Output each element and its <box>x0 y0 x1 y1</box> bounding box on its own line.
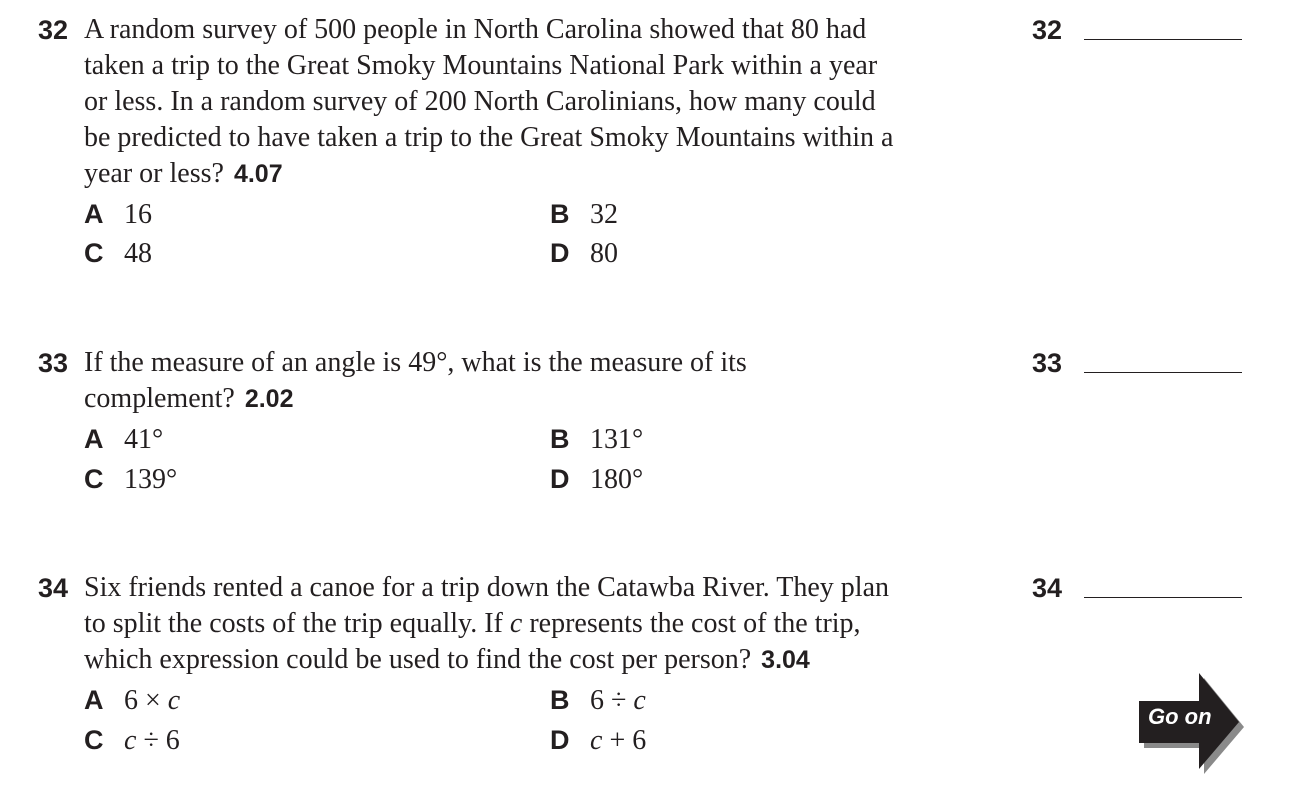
choice-text: c ÷ 6 <box>124 725 180 756</box>
question-34 <box>38 570 1248 770</box>
choice-letter: B <box>550 685 570 715</box>
choice-d[interactable] <box>550 722 646 759</box>
question-number: 33 <box>38 348 69 378</box>
question-line: If the measure of an angle is 49°, what is the measure of its <box>84 347 747 378</box>
question-line-last <box>84 156 1004 192</box>
choice-b[interactable] <box>550 682 646 719</box>
choice-text: 180° <box>590 464 644 495</box>
choice-letter: C <box>84 464 104 494</box>
answer-number: 34 <box>1032 573 1063 603</box>
choice-text: c + 6 <box>590 725 647 756</box>
question-text <box>84 570 1004 678</box>
choice-letter: A <box>84 199 104 229</box>
question-number: 32 <box>38 15 69 45</box>
choice-text: 48 <box>124 238 152 269</box>
choice-a[interactable] <box>84 682 180 719</box>
question-line-text: year or less? <box>84 158 224 189</box>
question-line-last <box>84 642 1004 678</box>
choice-letter: D <box>550 725 570 755</box>
question-32 <box>38 12 1248 272</box>
choice-text: 80 <box>590 238 618 269</box>
choice-letter: B <box>550 424 570 454</box>
question-line-text: complement? <box>84 383 235 414</box>
choice-c[interactable] <box>84 722 180 759</box>
choice-a[interactable] <box>84 421 163 458</box>
choice-a[interactable] <box>84 196 152 233</box>
choice-letter: D <box>550 464 570 494</box>
answer-number: 33 <box>1032 348 1063 378</box>
choice-b[interactable] <box>550 196 618 233</box>
choice-c[interactable] <box>84 235 152 272</box>
objective-code: 3.04 <box>761 646 810 674</box>
choice-d[interactable] <box>550 235 618 272</box>
answer-number: 32 <box>1032 15 1063 45</box>
choice-letter: B <box>550 199 570 229</box>
choice-text: 32 <box>590 199 618 230</box>
question-text <box>84 12 1004 192</box>
go-on-button[interactable] <box>1136 670 1246 776</box>
choice-text: 6 × c <box>124 685 181 716</box>
choice-d[interactable] <box>550 461 643 498</box>
answer-blank[interactable] <box>1084 372 1242 373</box>
go-on-label: Go on <box>1148 704 1212 729</box>
question-line: Six friends rented a canoe for a trip down the Catawba River. They plan <box>84 572 890 603</box>
choice-text: 6 ÷ c <box>590 685 646 716</box>
choice-letter: D <box>550 238 570 268</box>
answer-blank[interactable] <box>1084 39 1242 40</box>
question-line-text: which expression could be used to find the cost per person? <box>84 644 752 675</box>
answer-blank[interactable] <box>1084 597 1242 598</box>
choice-letter: A <box>84 685 104 715</box>
choice-letter: C <box>84 725 104 755</box>
objective-code: 4.07 <box>233 160 283 188</box>
question-33 <box>38 345 1248 505</box>
objective-code: 2.02 <box>244 385 294 413</box>
choice-letter: C <box>84 238 104 268</box>
choice-c[interactable] <box>84 461 177 498</box>
question-line: taken a trip to the Great Smoky Mountains National Park within a year <box>84 50 878 81</box>
question-line: or less. In a random survey of 200 North Carolinians, how many could <box>84 86 876 117</box>
choice-text: 16 <box>124 199 152 230</box>
question-number: 34 <box>38 573 69 603</box>
choice-text: 41° <box>124 424 164 455</box>
choice-b[interactable] <box>550 421 643 458</box>
choice-letter: A <box>84 424 104 454</box>
choice-text: 131° <box>590 424 644 455</box>
question-line: be predicted to have taken a trip to the Great Smoky Mountains within a <box>84 122 894 153</box>
question-line-last <box>84 381 1004 417</box>
choice-text: 139° <box>124 464 178 495</box>
question-text <box>84 345 1004 417</box>
question-line: to split the costs of the trip equally. If c represents the cost of the trip, <box>84 608 861 639</box>
question-line: A random survey of 500 people in North Carolina showed that 80 had <box>84 14 867 45</box>
